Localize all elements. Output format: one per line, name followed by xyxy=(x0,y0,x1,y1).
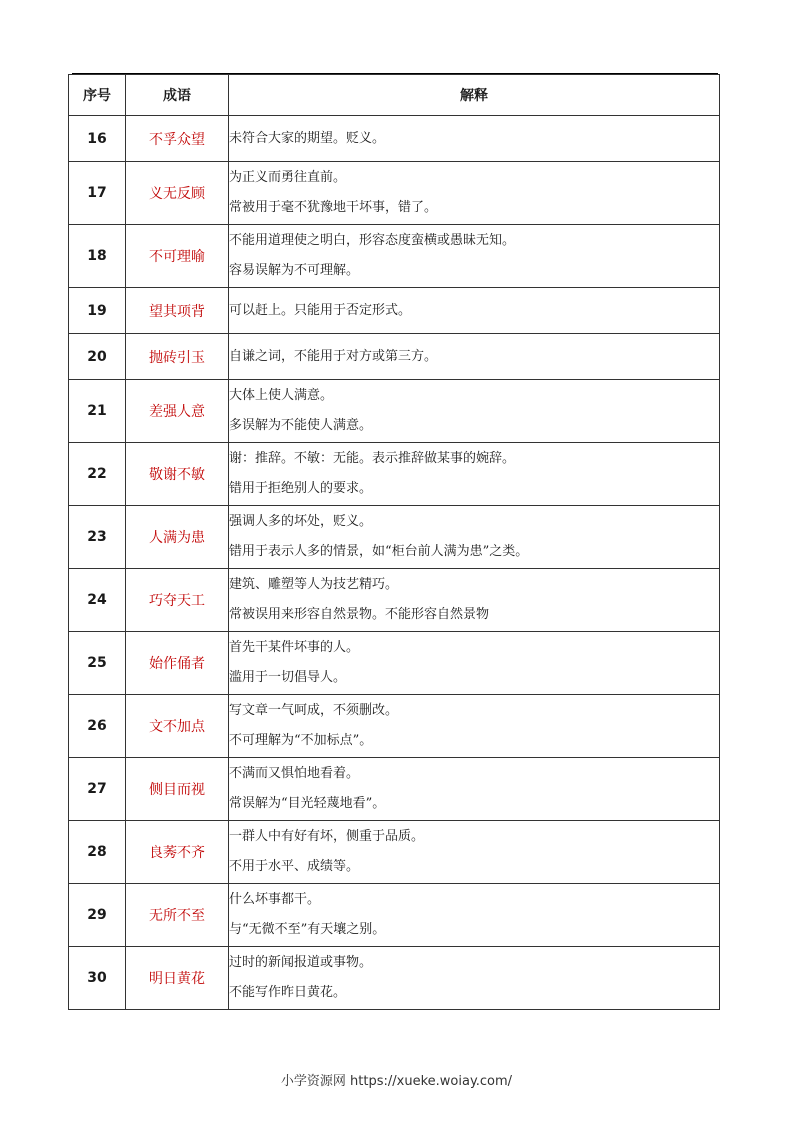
idiom-text: 望其项背 xyxy=(126,288,229,334)
explanation-line: 强调人多的坏处，贬义。 xyxy=(229,514,373,529)
table-row xyxy=(69,116,720,162)
explanation-line: 错用于表示人多的情景，如“柜台前人满为患”之类。 xyxy=(229,544,529,559)
row-number: 27 xyxy=(69,758,126,821)
explanation-cell xyxy=(229,288,720,334)
explanation-cell xyxy=(229,334,720,380)
explanation-line: 容易误解为不可理解。 xyxy=(229,263,360,278)
table-row xyxy=(69,569,720,632)
explanation-cell xyxy=(229,758,720,821)
table-header-row xyxy=(69,75,720,116)
explanation-line: 写文章一气呵成，不须删改。 xyxy=(229,703,399,718)
explanation-cell xyxy=(229,116,720,162)
idiom-text: 良莠不齐 xyxy=(126,821,229,884)
idiom-text: 巧夺天工 xyxy=(126,569,229,632)
row-number: 19 xyxy=(69,288,126,334)
row-number: 21 xyxy=(69,380,126,443)
idiom-text: 差强人意 xyxy=(126,380,229,443)
row-number: 22 xyxy=(69,443,126,506)
explanation-cell xyxy=(229,821,720,884)
table-row xyxy=(69,334,720,380)
explanation-line: 未符合大家的期望。贬义。 xyxy=(229,130,386,146)
table-row xyxy=(69,821,720,884)
table-row xyxy=(69,947,720,1010)
table-row xyxy=(69,632,720,695)
explanation-line: 错用于拒绝别人的要求。 xyxy=(229,481,373,496)
row-number: 24 xyxy=(69,569,126,632)
explanation-line: 不能写作昨日黄花。 xyxy=(229,985,347,1000)
explanation-cell xyxy=(229,695,720,758)
idiom-text: 明日黄花 xyxy=(126,947,229,1010)
table-row xyxy=(69,443,720,506)
idiom-text: 不孚众望 xyxy=(126,116,229,162)
row-number: 17 xyxy=(69,162,126,225)
table-row xyxy=(69,225,720,288)
explanation-cell xyxy=(229,632,720,695)
header-explanation: 解释 xyxy=(229,75,720,116)
table-row xyxy=(69,288,720,334)
explanation-cell xyxy=(229,225,720,288)
row-number: 20 xyxy=(69,334,126,380)
explanation-line: 不满而又惧怕地看着。 xyxy=(229,766,360,781)
table-row xyxy=(69,695,720,758)
explanation-line: 大体上使人满意。 xyxy=(229,388,334,403)
idiom-text: 不可理喻 xyxy=(126,225,229,288)
explanation-cell xyxy=(229,506,720,569)
idiom-text: 人满为患 xyxy=(126,506,229,569)
explanation-line: 什么坏事都干。 xyxy=(229,892,321,907)
idiom-text: 侧目而视 xyxy=(126,758,229,821)
explanation-cell xyxy=(229,162,720,225)
idiom-text: 无所不至 xyxy=(126,884,229,947)
idiom-text: 始作俑者 xyxy=(126,632,229,695)
explanation-line: 不能用道理使之明白，形容态度蛮横或愚昧无知。 xyxy=(229,233,516,248)
explanation-cell xyxy=(229,884,720,947)
idiom-text: 义无反顾 xyxy=(126,162,229,225)
explanation-line: 常被用于毫不犹豫地干坏事，错了。 xyxy=(229,200,438,215)
explanation-line: 自谦之词，不能用于对方或第三方。 xyxy=(229,348,438,364)
row-number: 23 xyxy=(69,506,126,569)
explanation-line: 首先干某件坏事的人。 xyxy=(229,640,360,655)
explanation-line: 常被误用来形容自然景物。不能形容自然景物 xyxy=(229,607,490,622)
idiom-text: 敬谢不敏 xyxy=(126,443,229,506)
explanation-line: 不可理解为“不加标点”。 xyxy=(229,733,373,748)
table-row xyxy=(69,758,720,821)
explanation-cell xyxy=(229,569,720,632)
explanation-line: 常误解为“目光轻蔑地看”。 xyxy=(229,796,386,811)
header-num: 序号 xyxy=(69,75,126,116)
footer-source: 小学资源网 https://xueke.woiay.com/ xyxy=(280,1074,513,1089)
header-idiom: 成语 xyxy=(126,75,229,116)
explanation-line: 建筑、雕塑等人为技艺精巧。 xyxy=(229,577,399,592)
idiom-table xyxy=(68,74,720,1010)
table-body xyxy=(69,116,720,1010)
row-number: 28 xyxy=(69,821,126,884)
explanation-line: 不用于水平、成绩等。 xyxy=(229,859,360,874)
row-number: 26 xyxy=(69,695,126,758)
row-number: 16 xyxy=(69,116,126,162)
table-row xyxy=(69,380,720,443)
explanation-line: 可以赶上。只能用于否定形式。 xyxy=(229,302,412,318)
explanation-cell xyxy=(229,947,720,1010)
explanation-line: 一群人中有好有坏，侧重于品质。 xyxy=(229,829,425,844)
explanation-line: 过时的新闻报道或事物。 xyxy=(229,955,373,970)
row-number: 25 xyxy=(69,632,126,695)
explanation-cell xyxy=(229,380,720,443)
idiom-text: 抛砖引玉 xyxy=(126,334,229,380)
explanation-line: 滥用于一切倡导人。 xyxy=(229,670,347,685)
row-number: 29 xyxy=(69,884,126,947)
explanation-line: 与“无微不至”有天壤之别。 xyxy=(229,922,386,937)
idiom-text: 文不加点 xyxy=(126,695,229,758)
explanation-cell xyxy=(229,443,720,506)
row-number: 30 xyxy=(69,947,126,1010)
table-row xyxy=(69,506,720,569)
explanation-line: 谢：推辞。不敏：无能。表示推辞做某事的婉辞。 xyxy=(229,451,516,466)
explanation-line: 为正义而勇往直前。 xyxy=(229,170,347,185)
explanation-line: 多误解为不能使人满意。 xyxy=(229,418,373,433)
table-row xyxy=(69,884,720,947)
row-number: 18 xyxy=(69,225,126,288)
table-row xyxy=(69,162,720,225)
